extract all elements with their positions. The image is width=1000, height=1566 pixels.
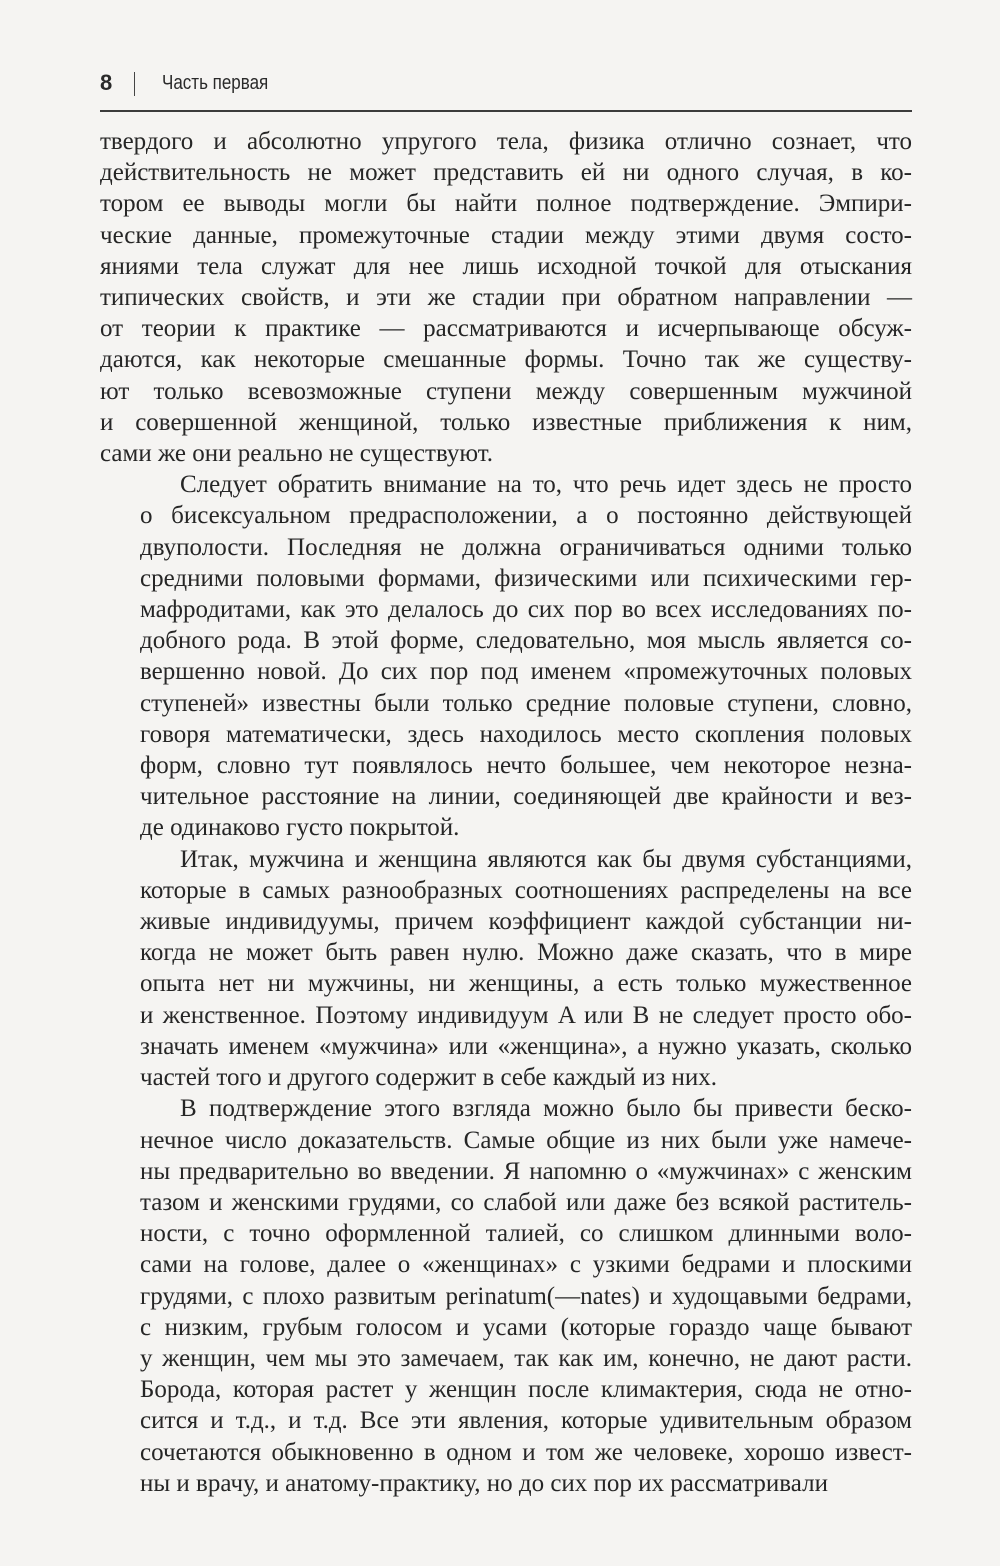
text-line: говоря математически, здесь находилось место скопления половых (140, 720, 912, 748)
text-line: у женщин, чем мы это замечаем, так как им, конечно, не дают расти. (140, 1344, 912, 1372)
text-line: с низким, грубым голосом и усами (которые гораздо чаще бывают (140, 1313, 912, 1341)
text-line: В подтверждение этого взгляда можно было бы привести беско- (180, 1095, 912, 1123)
text-line: чительное расстояние на линии, соединяющей две крайности и вез- (140, 783, 912, 811)
header-rule (100, 110, 912, 112)
text-line: даются, как некоторые смешанные формы. Точно так же существу- (100, 346, 912, 374)
text-line: Итак, мужчина и женщина являются как бы двумя субстанциями, (180, 845, 912, 873)
text-line: средними половыми формами, физическими или психическими гер- (140, 564, 912, 592)
section-title: Часть первая (162, 72, 269, 94)
text-line: о бисексуальном предрасположении, а о постоянно действующей (140, 502, 912, 530)
text-line: ны предварительно во введении. Я напомню о «мужчинах» с женским (140, 1157, 912, 1185)
text-line: яниями тела служат для нее лишь исходной точкой для отыскания (100, 252, 912, 280)
text-line: нечное число доказательств. Самые общие из них были уже намече- (140, 1126, 912, 1154)
header-separator (134, 72, 135, 96)
text-line: опыта нет ни мужчины, ни женщины, а есть только мужественное (140, 970, 912, 998)
text-line: живые индивидуумы, причем коэффициент каждой субстанции ни- (140, 908, 912, 936)
text-line: сами же они реально не существуют. (100, 440, 494, 468)
paragraph (100, 469, 912, 843)
running-header (100, 70, 912, 104)
text-line: которые в самых разнообразных соотношениях распределены на все (140, 876, 912, 904)
text-line: сится и т.д., и т.д. Все эти явления, которые удивительным образом (140, 1407, 912, 1435)
text-line: тором ее выводы могли бы найти полное подтверждение. Эмпири- (100, 190, 912, 218)
text-line: типических свойств, и эти же стадии при обратном направлении — (100, 284, 912, 312)
paragraph (100, 844, 912, 1094)
text-line: добного рода. В этой форме, следовательно, моя мысль является со- (140, 627, 912, 655)
text-line: значать именем «мужчина» или «женщина», а нужно указать, сколько (140, 1032, 912, 1060)
text-line: когда не может быть равен нулю. Можно даже сказать, что в мире (140, 939, 912, 967)
text-line: Следует обратить внимание на то, что речь идет здесь не просто (180, 471, 912, 499)
text-line: частей того и другого содержит в себе каждый из них. (140, 1064, 718, 1092)
text-line: грудями, с плохо развитым perinatum(—nates) и худощавыми бедрами, (140, 1282, 912, 1310)
text-line: сочетаются обыкновенно в одном и том же человеке, хорошо извест- (140, 1438, 912, 1466)
text-line: ны и врачу, и анатому-практику, но до сих пор их рассматривали (140, 1469, 828, 1497)
page-number: 8 (100, 70, 113, 95)
text-line: и совершенной женщиной, только известные приближения к ним, (100, 408, 912, 436)
text-line: ческие данные, промежуточные стадии между этими двумя состо- (100, 221, 912, 249)
text-line: ют только всевозможные ступени между совершенным мужчиной (100, 377, 912, 405)
text-line: Борода, которая растет у женщин после климактерия, сюда не отно- (140, 1376, 912, 1404)
text-line: сами на голове, далее о «женщинах» с узкими бедрами и плоскими (140, 1251, 912, 1279)
text-line: и женственное. Поэтому индивидуум A или B не следует просто обо- (140, 1001, 912, 1029)
text-line: твердого и абсолютно упругого тела, физика отлично сознает, что (100, 128, 912, 155)
body-text (100, 126, 912, 1499)
paragraph (100, 1093, 912, 1499)
paragraph (100, 126, 912, 469)
text-line: вершенно новой. До сих пор под именем «промежуточных половых (140, 658, 912, 686)
text-line: двуполости. Последняя не должна ограничиваться одними только (140, 533, 912, 561)
text-line: мафродитами, как это делалось до сих пор во всех исследованиях по- (140, 596, 912, 624)
text-line: ности, с точно оформленной талией, со слишком длинными воло- (140, 1220, 912, 1248)
text-line: действительность не может представить ей ни одного случая, в ко- (100, 159, 912, 187)
text-line: ступеней» известны были только средние половые ступени, словно, (140, 689, 912, 717)
text-line: форм, словно тут появлялось нечто большее, чем некоторое незна- (140, 752, 912, 780)
text-line: де одинаково густо покрытой. (140, 814, 460, 842)
text-line: от теории к практике — рассматриваются и исчерпывающе обсуж- (100, 315, 912, 343)
text-line: тазом и женскими грудями, со слабой или даже без всякой раститель- (140, 1188, 912, 1216)
